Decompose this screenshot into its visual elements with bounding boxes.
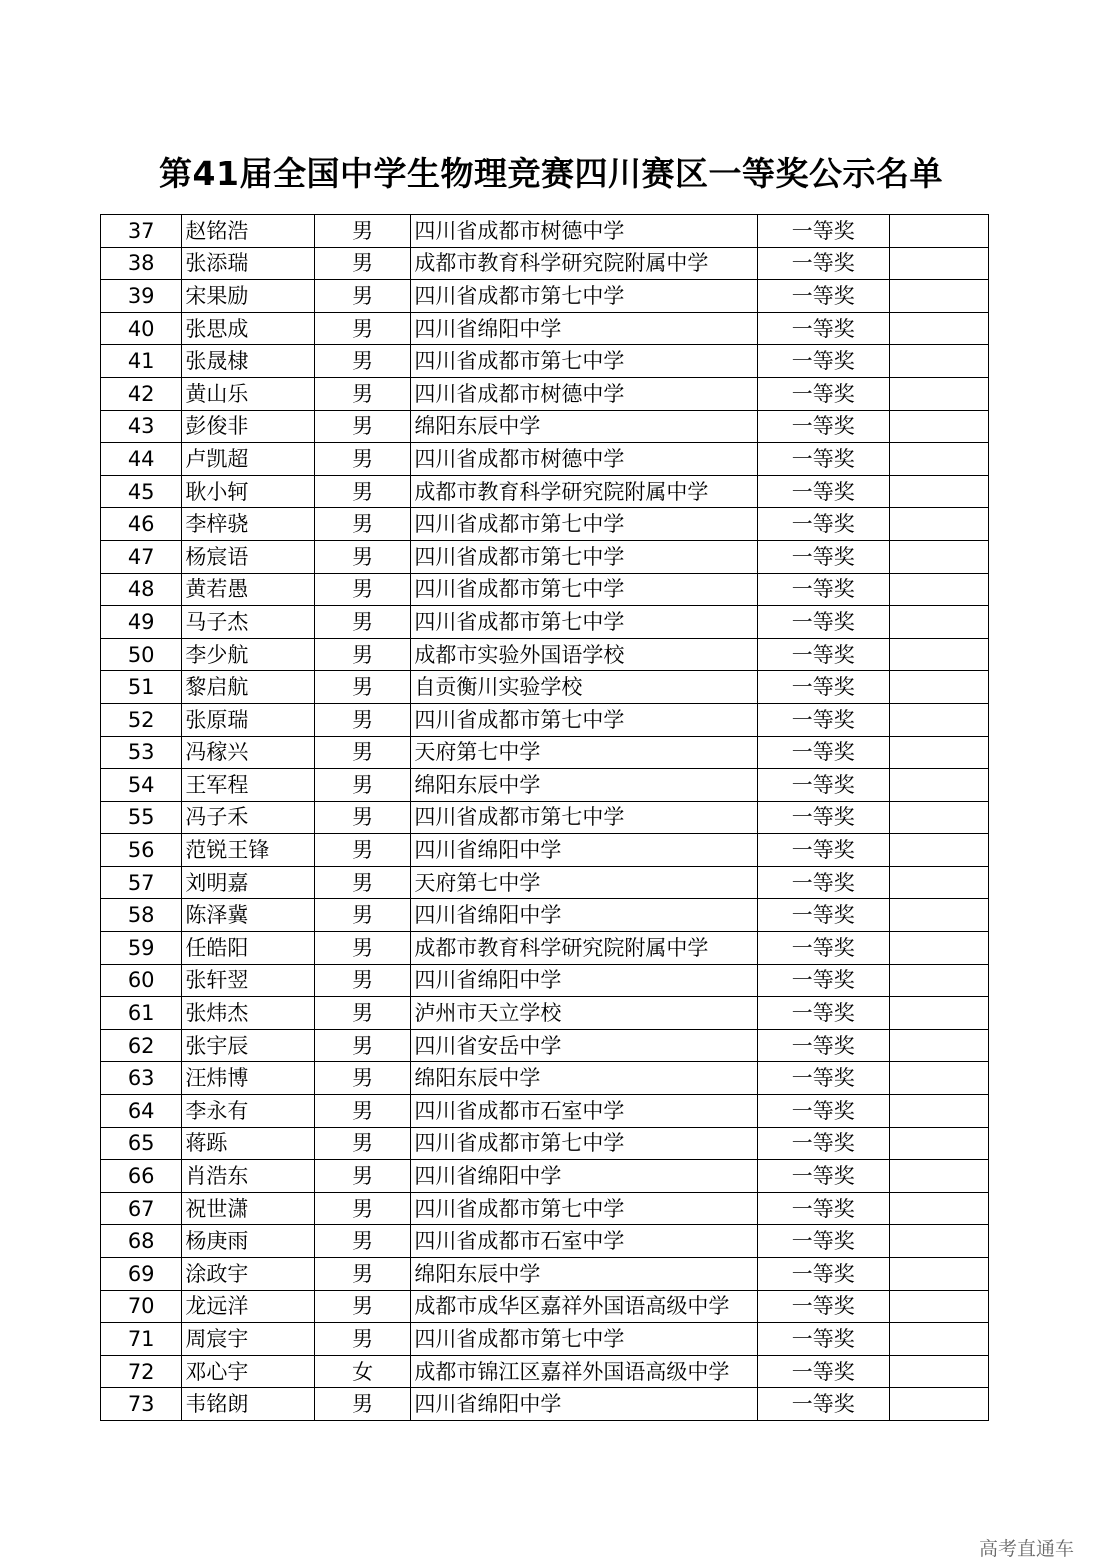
school-name: 绵阳东辰中学 <box>411 1062 758 1095</box>
school-name: 四川省成都市第七中学 <box>411 345 758 378</box>
award-level: 一等奖 <box>757 1062 889 1095</box>
student-gender: 男 <box>314 475 410 508</box>
row-number: 64 <box>101 1095 182 1128</box>
student-name: 赵铭浩 <box>182 215 315 248</box>
award-level: 一等奖 <box>757 899 889 932</box>
note-cell <box>889 508 989 541</box>
student-gender: 女 <box>314 1355 410 1388</box>
table-row <box>101 345 989 378</box>
row-number: 63 <box>101 1062 182 1095</box>
student-name: 耿小轲 <box>182 475 315 508</box>
note-cell <box>889 997 989 1030</box>
row-number: 72 <box>101 1355 182 1388</box>
student-gender: 男 <box>314 1095 410 1128</box>
table-body <box>101 215 989 1421</box>
note-cell <box>889 1062 989 1095</box>
student-gender: 男 <box>314 1225 410 1258</box>
table-row <box>101 1258 989 1291</box>
row-number: 43 <box>101 410 182 443</box>
table-row <box>101 1160 989 1193</box>
note-cell <box>889 1290 989 1323</box>
school-name: 成都市成华区嘉祥外国语高级中学 <box>411 1290 758 1323</box>
note-cell <box>889 736 989 769</box>
row-number: 55 <box>101 801 182 834</box>
student-name: 杨宸语 <box>182 540 315 573</box>
table-row <box>101 247 989 280</box>
student-name: 蒋跞 <box>182 1127 315 1160</box>
award-level: 一等奖 <box>757 508 889 541</box>
row-number: 73 <box>101 1388 182 1421</box>
note-cell <box>889 964 989 997</box>
row-number: 66 <box>101 1160 182 1193</box>
award-level: 一等奖 <box>757 671 889 704</box>
school-name: 四川省绵阳中学 <box>411 1388 758 1421</box>
student-gender: 男 <box>314 573 410 606</box>
student-gender: 男 <box>314 801 410 834</box>
student-name: 张晟棣 <box>182 345 315 378</box>
note-cell <box>889 280 989 313</box>
award-level: 一等奖 <box>757 377 889 410</box>
row-number: 52 <box>101 703 182 736</box>
award-level: 一等奖 <box>757 1160 889 1193</box>
student-name: 张宇辰 <box>182 1029 315 1062</box>
row-number: 56 <box>101 834 182 867</box>
note-cell <box>889 377 989 410</box>
student-gender: 男 <box>314 932 410 965</box>
student-name: 黄若愚 <box>182 573 315 606</box>
award-level: 一等奖 <box>757 312 889 345</box>
award-level: 一等奖 <box>757 215 889 248</box>
award-level: 一等奖 <box>757 1290 889 1323</box>
award-level: 一等奖 <box>757 866 889 899</box>
student-name: 韦铭朗 <box>182 1388 315 1421</box>
student-name: 涂政宇 <box>182 1258 315 1291</box>
student-gender: 男 <box>314 377 410 410</box>
row-number: 47 <box>101 540 182 573</box>
student-name: 李永有 <box>182 1095 315 1128</box>
table-row <box>101 475 989 508</box>
student-gender: 男 <box>314 215 410 248</box>
school-name: 四川省成都市第七中学 <box>411 801 758 834</box>
school-name: 四川省成都市第七中学 <box>411 280 758 313</box>
note-cell <box>889 1160 989 1193</box>
page-title: 第41届全国中学生物理竞赛四川赛区一等奖公示名单 <box>159 154 943 193</box>
note-cell <box>889 606 989 639</box>
table-row <box>101 736 989 769</box>
table-row <box>101 508 989 541</box>
table-row <box>101 1029 989 1062</box>
note-cell <box>889 1029 989 1062</box>
table-row <box>101 573 989 606</box>
student-name: 张轩翌 <box>182 964 315 997</box>
table-row <box>101 866 989 899</box>
student-gender: 男 <box>314 443 410 476</box>
school-name: 四川省成都市第七中学 <box>411 1127 758 1160</box>
school-name: 四川省成都市第七中学 <box>411 606 758 639</box>
student-gender: 男 <box>314 997 410 1030</box>
award-level: 一等奖 <box>757 1323 889 1356</box>
award-level: 一等奖 <box>757 606 889 639</box>
row-number: 71 <box>101 1323 182 1356</box>
table-row <box>101 540 989 573</box>
row-number: 37 <box>101 215 182 248</box>
row-number: 67 <box>101 1192 182 1225</box>
row-number: 46 <box>101 508 182 541</box>
student-gender: 男 <box>314 1062 410 1095</box>
note-cell <box>889 703 989 736</box>
table-row <box>101 312 989 345</box>
row-number: 61 <box>101 997 182 1030</box>
table-row <box>101 671 989 704</box>
table-row <box>101 964 989 997</box>
student-name: 彭俊非 <box>182 410 315 443</box>
table-row <box>101 703 989 736</box>
student-name: 龙远洋 <box>182 1290 315 1323</box>
note-cell <box>889 1225 989 1258</box>
row-number: 50 <box>101 638 182 671</box>
student-name: 刘明嘉 <box>182 866 315 899</box>
row-number: 59 <box>101 932 182 965</box>
student-name: 祝世潇 <box>182 1192 315 1225</box>
student-gender: 男 <box>314 866 410 899</box>
student-name: 黄山乐 <box>182 377 315 410</box>
award-level: 一等奖 <box>757 997 889 1030</box>
student-name: 张添瑞 <box>182 247 315 280</box>
row-number: 60 <box>101 964 182 997</box>
row-number: 38 <box>101 247 182 280</box>
school-name: 四川省安岳中学 <box>411 1029 758 1062</box>
student-name: 马子杰 <box>182 606 315 639</box>
table-row <box>101 215 989 248</box>
school-name: 四川省成都市第七中学 <box>411 573 758 606</box>
award-level: 一等奖 <box>757 801 889 834</box>
note-cell <box>889 1095 989 1128</box>
table-row <box>101 997 989 1030</box>
student-gender: 男 <box>314 1160 410 1193</box>
row-number: 51 <box>101 671 182 704</box>
school-name: 成都市锦江区嘉祥外国语高级中学 <box>411 1355 758 1388</box>
student-name: 张原瑞 <box>182 703 315 736</box>
award-level: 一等奖 <box>757 703 889 736</box>
note-cell <box>889 866 989 899</box>
student-name: 邓心宇 <box>182 1355 315 1388</box>
award-level: 一等奖 <box>757 769 889 802</box>
note-cell <box>889 899 989 932</box>
row-number: 54 <box>101 769 182 802</box>
school-name: 成都市教育科学研究院附属中学 <box>411 475 758 508</box>
award-level: 一等奖 <box>757 1225 889 1258</box>
school-name: 自贡衡川实验学校 <box>411 671 758 704</box>
award-level: 一等奖 <box>757 932 889 965</box>
table-row <box>101 932 989 965</box>
student-name: 周宸宇 <box>182 1323 315 1356</box>
note-cell <box>889 1127 989 1160</box>
award-level: 一等奖 <box>757 1029 889 1062</box>
award-level: 一等奖 <box>757 1192 889 1225</box>
student-gender: 男 <box>314 540 410 573</box>
note-cell <box>889 671 989 704</box>
table-row <box>101 1355 989 1388</box>
school-name: 四川省成都市树德中学 <box>411 377 758 410</box>
table-row <box>101 1192 989 1225</box>
student-name: 任皓阳 <box>182 932 315 965</box>
student-name: 宋果励 <box>182 280 315 313</box>
row-number: 70 <box>101 1290 182 1323</box>
school-name: 四川省成都市第七中学 <box>411 540 758 573</box>
student-gender: 男 <box>314 1029 410 1062</box>
school-name: 四川省成都市树德中学 <box>411 443 758 476</box>
school-name: 四川省成都市第七中学 <box>411 1192 758 1225</box>
row-number: 42 <box>101 377 182 410</box>
note-cell <box>889 573 989 606</box>
note-cell <box>889 769 989 802</box>
school-name: 四川省成都市第七中学 <box>411 508 758 541</box>
school-name: 四川省成都市石室中学 <box>411 1095 758 1128</box>
student-gender: 男 <box>314 606 410 639</box>
school-name: 四川省绵阳中学 <box>411 834 758 867</box>
school-name: 泸州市天立学校 <box>411 997 758 1030</box>
school-name: 四川省绵阳中学 <box>411 899 758 932</box>
table-row <box>101 410 989 443</box>
school-name: 成都市实验外国语学校 <box>411 638 758 671</box>
student-name: 卢凯超 <box>182 443 315 476</box>
award-level: 一等奖 <box>757 1127 889 1160</box>
student-gender: 男 <box>314 1323 410 1356</box>
award-level: 一等奖 <box>757 443 889 476</box>
note-cell <box>889 312 989 345</box>
student-name: 李少航 <box>182 638 315 671</box>
student-gender: 男 <box>314 1192 410 1225</box>
award-level: 一等奖 <box>757 345 889 378</box>
row-number: 53 <box>101 736 182 769</box>
student-gender: 男 <box>314 312 410 345</box>
row-number: 41 <box>101 345 182 378</box>
table-row <box>101 606 989 639</box>
award-level: 一等奖 <box>757 1258 889 1291</box>
row-number: 39 <box>101 280 182 313</box>
student-name: 李梓骁 <box>182 508 315 541</box>
award-level: 一等奖 <box>757 247 889 280</box>
note-cell <box>889 443 989 476</box>
student-name: 范锐王锋 <box>182 834 315 867</box>
student-gender: 男 <box>314 703 410 736</box>
note-cell <box>889 1355 989 1388</box>
table-row <box>101 1290 989 1323</box>
row-number: 49 <box>101 606 182 639</box>
student-gender: 男 <box>314 638 410 671</box>
school-name: 成都市教育科学研究院附属中学 <box>411 932 758 965</box>
student-gender: 男 <box>314 345 410 378</box>
table-row <box>101 638 989 671</box>
student-name: 张思成 <box>182 312 315 345</box>
student-gender: 男 <box>314 736 410 769</box>
note-cell <box>889 932 989 965</box>
table-row <box>101 1062 989 1095</box>
note-cell <box>889 1388 989 1421</box>
note-cell <box>889 247 989 280</box>
student-gender: 男 <box>314 1388 410 1421</box>
award-level: 一等奖 <box>757 1095 889 1128</box>
award-level: 一等奖 <box>757 280 889 313</box>
note-cell <box>889 345 989 378</box>
table-row <box>101 834 989 867</box>
table-row <box>101 443 989 476</box>
school-name: 四川省绵阳中学 <box>411 312 758 345</box>
school-name: 绵阳东辰中学 <box>411 1258 758 1291</box>
award-level: 一等奖 <box>757 410 889 443</box>
note-cell <box>889 638 989 671</box>
student-gender: 男 <box>314 1127 410 1160</box>
note-cell <box>889 215 989 248</box>
student-name: 陈泽冀 <box>182 899 315 932</box>
school-name: 四川省绵阳中学 <box>411 1160 758 1193</box>
award-level: 一等奖 <box>757 834 889 867</box>
note-cell <box>889 1323 989 1356</box>
student-name: 冯稼兴 <box>182 736 315 769</box>
student-name: 张炜杰 <box>182 997 315 1030</box>
school-name: 天府第七中学 <box>411 736 758 769</box>
row-number: 65 <box>101 1127 182 1160</box>
award-level: 一等奖 <box>757 573 889 606</box>
award-level: 一等奖 <box>757 1355 889 1388</box>
table-row <box>101 1388 989 1421</box>
school-name: 绵阳东辰中学 <box>411 769 758 802</box>
student-gender: 男 <box>314 508 410 541</box>
award-level: 一等奖 <box>757 964 889 997</box>
school-name: 天府第七中学 <box>411 866 758 899</box>
school-name: 成都市教育科学研究院附属中学 <box>411 247 758 280</box>
row-number: 45 <box>101 475 182 508</box>
student-gender: 男 <box>314 1258 410 1291</box>
table-row <box>101 769 989 802</box>
note-cell <box>889 834 989 867</box>
student-name: 冯子禾 <box>182 801 315 834</box>
row-number: 48 <box>101 573 182 606</box>
award-level: 一等奖 <box>757 736 889 769</box>
row-number: 40 <box>101 312 182 345</box>
note-cell <box>889 410 989 443</box>
row-number: 68 <box>101 1225 182 1258</box>
student-gender: 男 <box>314 280 410 313</box>
note-cell <box>889 801 989 834</box>
school-name: 四川省成都市第七中学 <box>411 1323 758 1356</box>
row-number: 62 <box>101 1029 182 1062</box>
table-row <box>101 1095 989 1128</box>
school-name: 四川省成都市石室中学 <box>411 1225 758 1258</box>
note-cell <box>889 1258 989 1291</box>
row-number: 44 <box>101 443 182 476</box>
student-gender: 男 <box>314 769 410 802</box>
table-row <box>101 1225 989 1258</box>
student-gender: 男 <box>314 899 410 932</box>
award-level: 一等奖 <box>757 638 889 671</box>
table-row <box>101 899 989 932</box>
student-gender: 男 <box>314 247 410 280</box>
award-level: 一等奖 <box>757 475 889 508</box>
student-name: 黎启航 <box>182 671 315 704</box>
award-level: 一等奖 <box>757 540 889 573</box>
note-cell <box>889 1192 989 1225</box>
student-gender: 男 <box>314 410 410 443</box>
award-table <box>100 214 989 1421</box>
table-row <box>101 280 989 313</box>
student-name: 杨庚雨 <box>182 1225 315 1258</box>
school-name: 四川省绵阳中学 <box>411 964 758 997</box>
row-number: 58 <box>101 899 182 932</box>
table-row <box>101 1127 989 1160</box>
student-gender: 男 <box>314 1290 410 1323</box>
student-gender: 男 <box>314 964 410 997</box>
school-name: 四川省成都市树德中学 <box>411 215 758 248</box>
note-cell <box>889 540 989 573</box>
student-name: 汪炜博 <box>182 1062 315 1095</box>
row-number: 69 <box>101 1258 182 1291</box>
watermark: 高考直通车 <box>978 1538 1074 1560</box>
student-gender: 男 <box>314 671 410 704</box>
note-cell <box>889 475 989 508</box>
table-row <box>101 1323 989 1356</box>
row-number: 57 <box>101 866 182 899</box>
award-level: 一等奖 <box>757 1388 889 1421</box>
table-row <box>101 377 989 410</box>
student-gender: 男 <box>314 834 410 867</box>
student-name: 肖浩东 <box>182 1160 315 1193</box>
table-row <box>101 801 989 834</box>
school-name: 绵阳东辰中学 <box>411 410 758 443</box>
school-name: 四川省成都市第七中学 <box>411 703 758 736</box>
student-name: 王军程 <box>182 769 315 802</box>
